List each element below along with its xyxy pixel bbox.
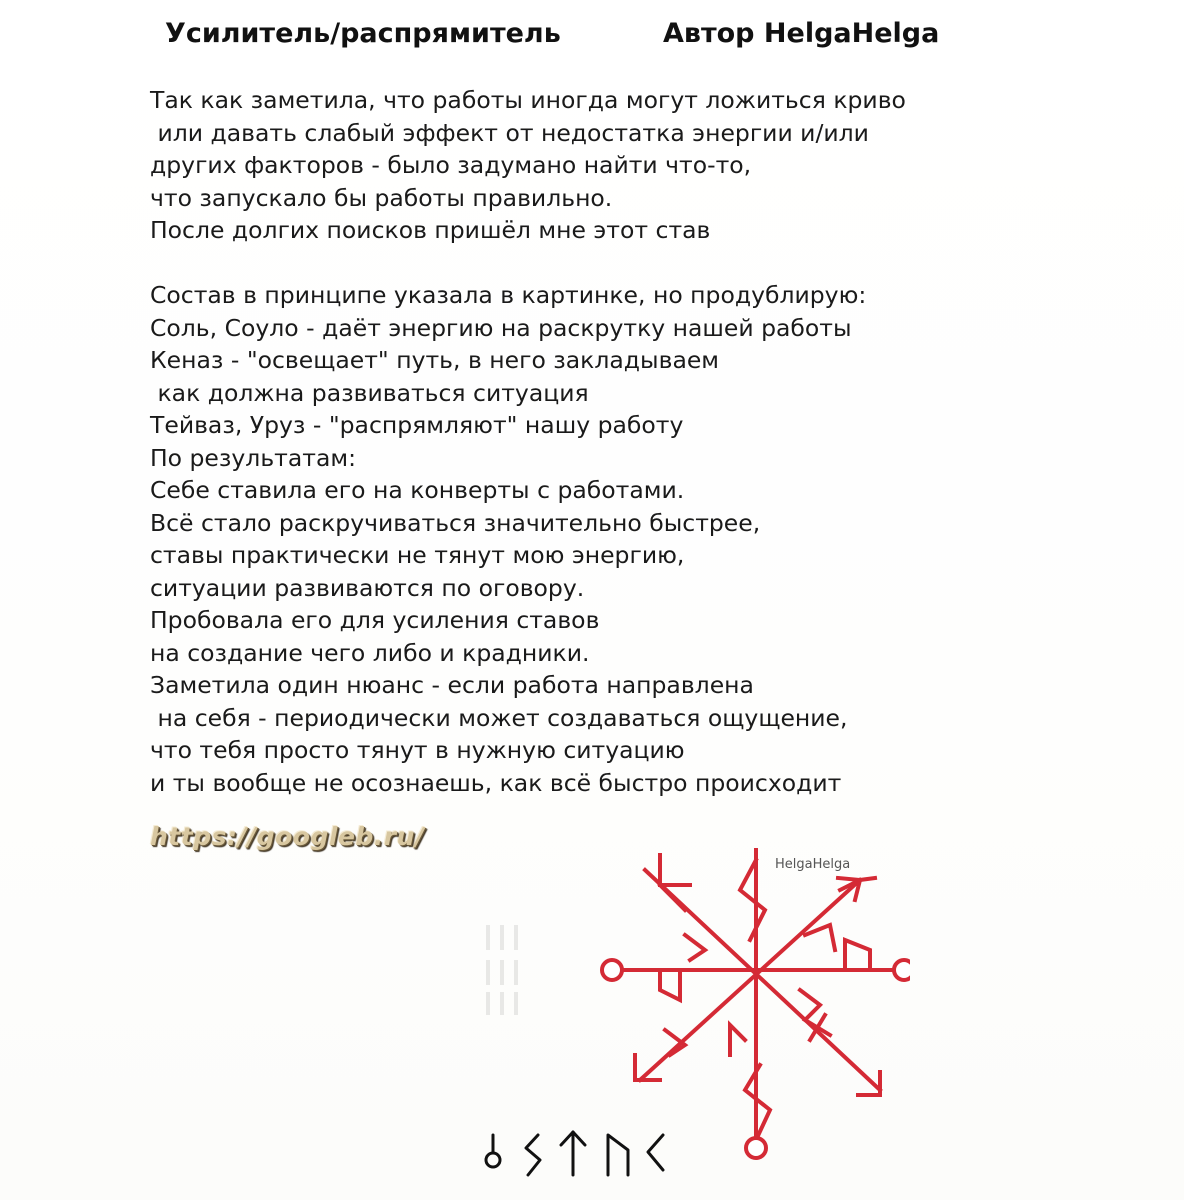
stave-branch-left-upper [685, 935, 705, 960]
stave-circle-right [894, 960, 910, 980]
stave-branch-bottom-center [730, 1025, 745, 1055]
body-line: Пробовала его для усиления ставов [150, 606, 600, 634]
body-line: на создание чего либо и крадники. [150, 638, 590, 667]
document-title: Усилитель/распрямитель [165, 18, 561, 49]
body-line: что запускало бы работы правильно. [150, 183, 613, 212]
rune-row [478, 1120, 678, 1180]
rune-uruz-icon [608, 1135, 628, 1175]
body-line: как должна развиваться ситуация [150, 378, 589, 407]
body-line: Тейваз, Уруз - "распрямляют" нашу работу [150, 411, 684, 439]
body-line: Состав в принципе указала в картинке, но продублирую: [150, 281, 867, 309]
rune-sowilo-icon [486, 1135, 500, 1167]
body-line: или давать слабый эффект от недостатка энергии и/или [150, 118, 869, 147]
paragraph-gap [150, 247, 970, 280]
body-line: Соль, Соуло - даёт энергию на раскрутку нашей работы [150, 313, 852, 342]
body-line: Так как заметила, что работы иногда могут ложиться криво [150, 86, 906, 114]
stave-signature: HelgaHelga [775, 857, 851, 872]
stave-axis-diagonal-2 [640, 880, 860, 1080]
stave-uruz-right [845, 940, 870, 970]
stave-circle-left [602, 960, 622, 980]
body-line: Всё стало раскручиваться значительно быстрее, [150, 508, 761, 537]
stave-branch-top-left [660, 855, 690, 885]
stave-branch-right-upper [805, 925, 835, 950]
stave-sowilo-top [740, 860, 765, 940]
stave-branch-bottom-left [665, 1030, 685, 1055]
stave-arrow-bottom-right [858, 1072, 880, 1095]
body-line: ставы практически не тянут мою энергию, [150, 541, 685, 569]
rune-kenaz-icon [648, 1135, 663, 1170]
faint-marks-decoration [480, 920, 540, 1020]
body-line: После долгих поисков пришёл мне этот став [150, 216, 711, 244]
watermark-url: https://googleb.ru/ [150, 822, 425, 851]
body-line: что тебя просто тянут в нужную ситуацию [150, 736, 685, 764]
body-line: Заметила один нюанс - если работа направлена [150, 671, 754, 699]
body-line: ситуации развиваются по оговору. [150, 573, 585, 602]
body-line: Кеназ - "освещает" путь, в него закладываем [150, 346, 720, 374]
rune-tiwaz-icon [561, 1132, 585, 1175]
body-line: и ты вообще не осознаешь, как всё быстро происходит [150, 768, 842, 797]
stave-circle-bottom [746, 1138, 766, 1158]
rune-sowilo-zigzag-icon [526, 1135, 540, 1175]
body-text [150, 84, 970, 799]
body-line: на себя - периодически может создаваться ощущение, [150, 703, 848, 732]
stave-uruz-left [660, 970, 680, 1000]
body-line: Себе ставила его на конверты с работами. [150, 476, 685, 504]
document-author: Автор HelgaHelga [663, 18, 940, 49]
body-line: других факторов - было задумано найти что-то, [150, 151, 752, 179]
stave-branch-top-left-bar [660, 885, 685, 910]
body-line: По результатам: [150, 443, 356, 472]
